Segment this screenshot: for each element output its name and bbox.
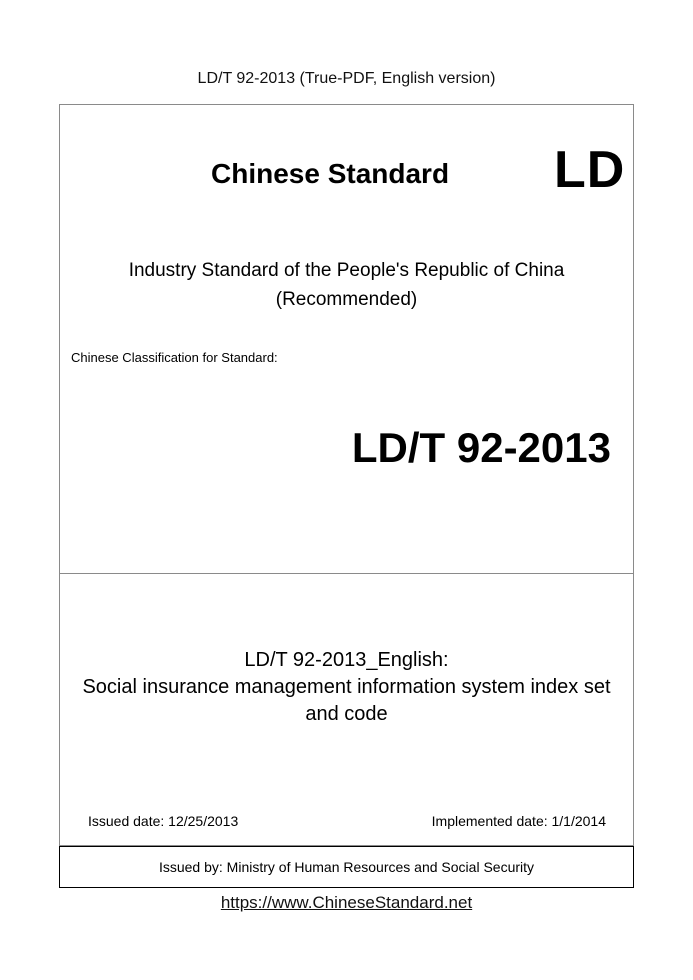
subtitle-line-2: (Recommended) [275,289,418,310]
subtitle-line-1: Industry Standard of the People's Republic of China [128,260,565,281]
doc-title-line-3: and code [305,703,388,725]
page-header: LD/T 92-2013 (True-PDF, English version) [197,70,496,87]
doc-title-line-2: Social insurance management information system index set [82,676,611,698]
doc-title-line-1: LD/T 92-2013_English: [244,649,449,671]
issued-date: Issued date: 12/25/2013 [88,813,239,829]
cover-title: Chinese Standard [211,158,450,189]
standard-number: LD/T 92-2013 [351,424,611,471]
issued-by-text: Issued by: Ministry of Human Resources and Social Security [158,859,535,875]
footer [0,893,693,913]
classification-label: Chinese Classification for Standard: [71,350,278,365]
document-title [59,647,634,728]
category-code: LD [554,141,626,199]
implemented-date: Implemented date: 1/1/2014 [431,813,606,829]
website-link[interactable]: https://www.ChineseStandard.net [220,893,473,912]
cover-subtitle [0,256,693,314]
issuer-box [59,846,634,888]
